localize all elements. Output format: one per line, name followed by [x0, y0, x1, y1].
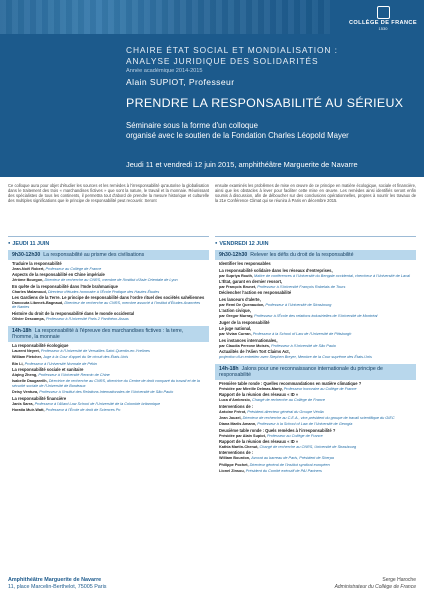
session-body [215, 380, 416, 478]
program-item [219, 463, 412, 468]
talk-title: Le juge national, [219, 326, 252, 332]
talk-title: Rapport de la réunion des réseaux « ID » [219, 439, 299, 445]
chaire-title-line2: ANALYSE JURIDIQUE DES SOLIDARITÉS [126, 56, 319, 66]
speaker-line [219, 332, 412, 337]
program-item [219, 339, 412, 349]
program-item [219, 382, 412, 392]
speaker-line [219, 422, 412, 427]
session-time: 9h30-12h30 [219, 252, 248, 258]
speaker-affiliation: Professeur à l'École de droit de Sciences Po [45, 408, 121, 413]
program-item [219, 440, 412, 450]
talk-title: En quête de la responsabilité dans l'Inde brahmanique [12, 283, 118, 289]
speaker-affiliation: Directeur de recherche au C.E.A., vice-président du groupe de travail scientifique du GIEC [242, 416, 395, 421]
speaker-name: William Bourdon, [219, 456, 252, 461]
day-heading: ● VENDREDI 12 JUIN [215, 236, 416, 250]
speaker-affiliation: Professeur à l'Allard Law School de l'Université de la Colombie britannique [34, 401, 161, 406]
talk-title: Juger de la responsabilité [219, 319, 270, 325]
speaker-affiliation: Professeur à l'Université Paris 2 Panthéon-Assas [45, 316, 129, 321]
speaker-affiliation: Professeur à la School of Law de l'Université de Pittsburgh [252, 332, 352, 337]
header-photo-strip [0, 0, 330, 34]
speaker-line [12, 349, 205, 354]
speaker-line [12, 290, 205, 295]
speaker-affiliation: Professeur à l'Université de Versailles Saint-Quentin-en-Yvelines [40, 348, 150, 353]
speaker-affiliation: Directeur d'études honoraire à l'École Pratique des Hautes Études [47, 289, 160, 294]
speaker-affiliation: Professeur à la School of Law de l'Université de Georgia [257, 422, 353, 427]
program-item [219, 393, 412, 403]
program-item [12, 285, 205, 295]
speaker-line [219, 355, 412, 360]
footer [0, 572, 424, 600]
speaker-name: par Claudia Perrone Moisés, [219, 343, 272, 348]
session-body [215, 260, 416, 364]
speaker-line [12, 390, 205, 395]
speaker-name: Antoine Frérot, [219, 409, 248, 414]
subtitle-line1: Séminaire sous la forme d'un colloque [126, 121, 258, 130]
speaker-name: Deisy Ventura, [12, 390, 40, 395]
program-item [219, 469, 412, 474]
speaker-line [12, 278, 205, 283]
speaker-affiliation: Professeur à l'Université de São Paulo [271, 343, 337, 348]
speaker-line [12, 379, 205, 388]
session-header [215, 364, 416, 380]
program-item [12, 362, 205, 367]
speaker-line [219, 303, 412, 308]
speaker-line [219, 344, 412, 349]
session-time: 9h30-12h30 [12, 252, 41, 258]
speaker-affiliation: Directeur de recherche au CNRS, membre associé à l'Institut d'Études Avancées de Nantes [12, 300, 201, 310]
program-item [12, 296, 205, 310]
talk-title: Première table ronde : Quelles recommandations en matière climatique ? [219, 381, 362, 387]
speaker-name: Janis Sarra, [12, 401, 35, 406]
speaker-line [219, 314, 412, 319]
speaker-line [219, 410, 412, 415]
sessions-list [8, 250, 209, 418]
venue-name: Amphithéâtre Marguerite de Navarre [8, 577, 102, 583]
intro-paragraph-left: Ce colloque aura pour objet d'étudier les sources et les remèdes à l'irresponsabilité qu'autorise la globalisation dans le traitement des trois « marchandises fictives » que sont la nature, le travail et la monnaie. Réunissant des spécialistes de tous les continents, il permettra tout d'abord de prendre la mesure historique et culturelle des multiples significations que le principe de responsabilité peut recouvrir. Seront [8, 183, 209, 204]
program-item [12, 390, 205, 395]
speaker-name: Jean Jouzel, [219, 416, 243, 421]
talk-title: Déclencher l'action en responsabilité [219, 290, 292, 296]
speaker-name: Luca d'Ambrosio, [219, 398, 252, 403]
speaker-line [219, 274, 412, 279]
speaker-line [12, 402, 205, 407]
talk-title: Les lanceurs d'alerte, [219, 297, 261, 302]
speaker-affiliation: Professeur à l'Université François Rabelais de Tours [257, 284, 346, 289]
speaker-name: Jean-Noël Robert, [12, 266, 46, 271]
speaker-affiliation: Avocat au barreau de Paris, Président de Sherpa [251, 456, 334, 461]
logo-name: COLLÈGE DE FRANCE [348, 20, 418, 26]
talk-title: La responsabilité solidaire dans les réseaux d'entreprises, [219, 267, 333, 273]
program-item [12, 368, 205, 378]
speaker-name: William Fletcher, [12, 355, 43, 360]
college-de-france-logo [348, 6, 418, 34]
speaker-line [219, 469, 412, 474]
speaker-affiliation: Chargé de recherche au Collège de France [251, 398, 326, 403]
program-item [12, 273, 205, 283]
administrator-name: Serge Haroche [382, 577, 416, 583]
talk-title: La responsabilité sociale et sanitaire [12, 367, 84, 373]
speaker-name: Philippe Pochet, [219, 462, 250, 467]
program-item [219, 451, 412, 461]
speaker-name: Aiqing Zheng, [12, 373, 39, 378]
speaker-name: Charles Malamoud, [12, 289, 48, 294]
program-item [219, 280, 412, 290]
session-title: Jalons pour une reconnaissance internationale du principe de responsabilité [219, 366, 383, 379]
talk-title: Les instances internationales, [219, 337, 278, 343]
speaker-name: Lionel Zinsou, [219, 469, 246, 474]
header-banner [0, 0, 424, 177]
speaker-line [219, 285, 412, 290]
speaker-name: Jérôme Bourgon, [12, 278, 45, 283]
session [8, 326, 209, 417]
speaker-name: Diana Mariis Amann, [219, 422, 258, 427]
speaker-affiliation: Professeur au Collège de France [266, 433, 323, 438]
talk-title: L'action civique, [219, 308, 251, 314]
talk-title: Rapport de la réunion des réseaux « ID » [219, 392, 299, 398]
program-item [12, 344, 205, 354]
talk-title: Traduire la responsabilité [12, 261, 62, 266]
speaker-name: Présidée par Mireille Delmas-Marty, [219, 387, 284, 392]
logo-year: 1530 [378, 26, 388, 31]
program-item [12, 312, 205, 322]
speaker-affiliation: Juge à la Cour d'appel du 9e circuit des États-Unis [42, 355, 129, 360]
program-item [12, 355, 205, 360]
session-header [215, 250, 416, 260]
speaker-name: par Gregor Murray, [219, 314, 255, 319]
speaker-line [12, 362, 205, 367]
talk-title: Interventions de : [219, 450, 254, 456]
program-item [12, 379, 205, 388]
intro-paragraph-right: ensuite examinés les problèmes de mise en œuvre de ce principe en matière écologique, sociale et financière, ainsi que les obstacles à lever pour faciliter cette mise en œuvre. Les remèdes ainsi identifiés seront enfin soumis à discussion, afin de déboucher sur des conclusions opérationnelles, propres à nourrir les travaux de la 21e Conférence Climat qui se réunira à Paris en décembre 2015. [215, 183, 416, 204]
professor-name: Alain SUPIOT, Professeur [126, 77, 235, 87]
speaker-affiliation: Directeur de recherche au CNRS, membre de l'Institut d'Asie Orientale de Lyon [44, 278, 178, 283]
administrator-title: Administrateur du Collège de France [334, 583, 416, 590]
speaker-name: Dancouta Libenek-Bagnaud, [12, 300, 65, 305]
session [215, 250, 416, 364]
session-body [8, 342, 209, 417]
talk-title: La responsabilité financière [12, 395, 67, 401]
speaker-affiliation: Président-directeur général du Groupe Véolia [247, 409, 324, 414]
speaker-line [12, 267, 205, 272]
subtitle-line2: organisé avec le soutien de la Fondation Charles Léopold Mayer [126, 131, 349, 140]
program-item [219, 321, 412, 326]
speaker-name: Présidée par Alain Supiot, [219, 433, 267, 438]
speaker-line [12, 373, 205, 378]
session-header [8, 250, 209, 260]
speaker-name: par Remi De Quenaudon, [219, 302, 266, 307]
chaire-title-line1: CHAIRE ÉTAT SOCIAL ET MONDIALISATION : [126, 45, 338, 55]
venue-street: 11, place Marcelin-Berthelot, 75005 Paris [8, 584, 107, 590]
speaker-name: par Vivian Curran, [219, 332, 253, 337]
academic-year: Année académique 2014-2015 [126, 68, 203, 74]
speaker-name: par Supriya Routh, [219, 273, 255, 278]
speaker-line [219, 445, 412, 450]
speaker-affiliation: Professeur au Collège de France [45, 266, 102, 271]
session [215, 364, 416, 478]
program-item [219, 422, 412, 427]
talk-title: Deuxième table ronde : Quels remèdes à l'irresponsabilité ? [219, 427, 336, 433]
session-time: 14h-18h [12, 328, 32, 335]
venue-address [8, 577, 106, 591]
session-time: 14h-18h [219, 366, 239, 373]
session-title: La responsabilité au prisme des civilisations [43, 252, 145, 258]
speaker-line [12, 317, 205, 322]
day-heading: ● JEUDI 11 JUIN [8, 236, 209, 250]
program-item [219, 405, 412, 415]
talk-title: L'État, garant en dernier ressort, [219, 279, 283, 284]
speaker-line [219, 416, 412, 421]
talk-title: Identifier les responsables [219, 261, 271, 266]
session [8, 250, 209, 326]
session-body [8, 260, 209, 326]
main-title: PRENDRE LA RESPONSABILITÉ AU SÉRIEUX [126, 96, 404, 110]
speaker-affiliation: Chargé de recherche au CNRS, Université de Strasbourg [259, 445, 357, 450]
speaker-name: Olivier Descamps, [12, 316, 46, 321]
talk-title: Interventions de : [219, 403, 254, 409]
speaker-name: par François Brunet, [219, 284, 258, 289]
session-header [8, 326, 209, 342]
speaker-affiliation: Professeur à l'Institut des Relations Internationales de l'Université de São Paulo [39, 390, 174, 395]
speaker-affiliation: Président du Comité exécutif de PAI Partners [245, 469, 322, 474]
program-item [219, 269, 412, 279]
program-item [12, 397, 205, 407]
speaker-line [219, 463, 412, 468]
program-item [219, 350, 412, 360]
speaker-affiliation: Professeur à l'Université de Strasbourg [265, 302, 332, 307]
talk-title: Histoire du droit de la responsabilité dans le monde occidental [12, 310, 135, 316]
program-item [219, 291, 412, 296]
talk-title: Actualités de l'Alien Tort Claims Act, [219, 348, 290, 354]
program-column-day1 [8, 236, 209, 418]
talk-title: Aspects de la responsabilité en Chine impériale [12, 272, 105, 278]
speaker-line [12, 301, 205, 310]
speaker-line [219, 456, 412, 461]
speaker-affiliation: Professeur à l'Université Normale de Pékin [24, 361, 97, 366]
speaker-affiliation: Directeur général de l'Institut syndical européen [249, 462, 330, 467]
speaker-line [219, 398, 412, 403]
program-item [219, 429, 412, 439]
speaker-name: Horatia Muir-Watt, [12, 408, 46, 413]
speaker-name: Isabelle Daugareilh, [12, 379, 49, 384]
program-item [219, 298, 412, 308]
talk-title: La responsabilité écologique [12, 343, 69, 349]
program-item [219, 327, 412, 337]
speaker-affiliation: Professeur à l'École des relations industrielles de l'Université de Montréal [254, 314, 378, 319]
speaker-affiliation: Directrice de recherche au CNRS, directrice du Centre de droit comparé du travail et de la sécurité sociale de l'Université de Bordeaux [12, 379, 200, 389]
speaker-name: Bin Li, [12, 361, 25, 366]
program-item [219, 416, 412, 421]
program-column-day2 [215, 236, 416, 479]
speaker-affiliation: Professeur à l'Université Renmin de Chine [38, 373, 110, 378]
sessions-list [215, 250, 416, 479]
speaker-affiliation: projection d'un entretien avec Stephen Breyer, Membre de la Cour suprême des États-Unis [219, 354, 372, 359]
program-item [219, 262, 412, 267]
speaker-name: Laurent Neyret, [12, 348, 41, 353]
session-title: La responsabilité à l'épreuve des marchandises fictives : la terre, l'homme, la monnaie [12, 328, 184, 341]
talk-title: Les Gardiens de la Terre. Le principe de responsabilité dans l'ordre rituel des sociétés sahéliennes [12, 294, 205, 300]
speaker-affiliation: Professeur honoraire au Collège de France [283, 387, 357, 392]
speaker-line [219, 434, 412, 439]
program-item [12, 262, 205, 272]
speaker-name: Kathia Martin-Chenut, [219, 445, 260, 450]
speaker-affiliation: Maître de conférences à l'Université du Bengale occidental, chercheur à l'Université de Laval [254, 273, 410, 278]
seal-icon [377, 6, 390, 19]
speaker-line [12, 355, 205, 360]
session-title: Relever les défis du droit de la responsabilité [250, 252, 354, 258]
program-item [12, 408, 205, 413]
program-item [219, 309, 412, 319]
speaker-line [219, 387, 412, 392]
speaker-line [12, 408, 205, 413]
event-dates: Jeudi 11 et vendredi 12 juin 2015, amphithéâtre Marguerite de Navarre [126, 160, 358, 169]
administrator-credit [335, 577, 416, 590]
